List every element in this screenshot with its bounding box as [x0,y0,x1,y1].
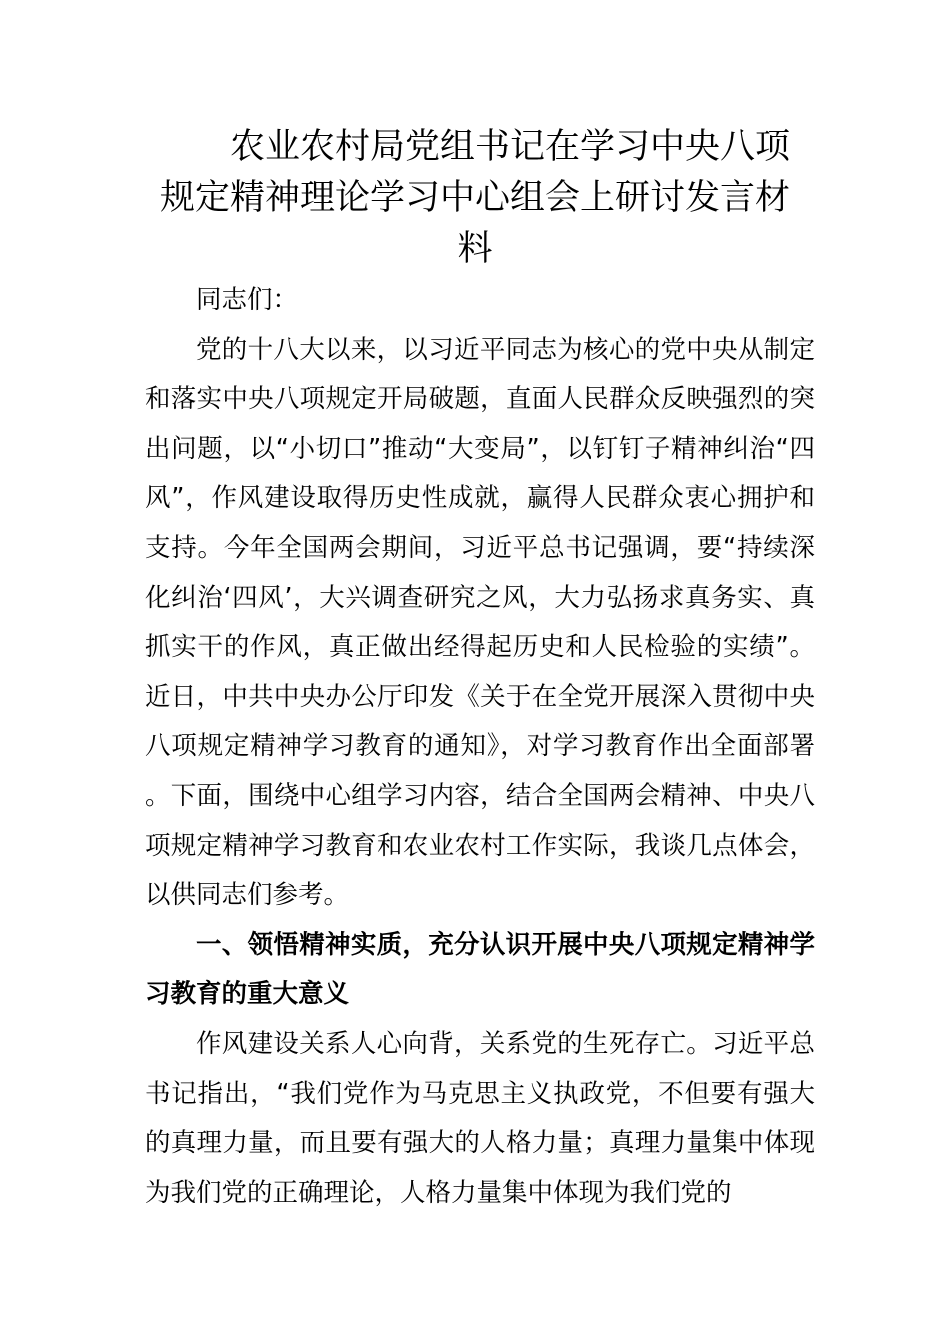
section-paragraph: 作风建设关系人心向背，关系党的生死存亡。习近平总书记指出，“我们党作为马克思主义执政党，不但要有强大的真理力量，而且要有强大的人格力量；真理力量集中体现为我们党的正确理论，人格力量集中体现为我们党的 [145,1028,815,1208]
title-line-3: 料 [457,229,493,269]
title-line-1: 农业农村局党组书记在学习中央八项 [229,127,790,167]
document-body [145,276,815,1218]
document-title [120,122,830,275]
intro-paragraph: 党的十八大以来，以习近平同志为核心的党中央从制定和落实中央八项规定开局破题，直面人民群众反映强烈的突出问题，以“小切口”推动“大变局”，以钉钉子精神纠治“四风”，作风建设取得历史性成就，赢得人民群众衷心拥护和支持。今年全国两会期间，习近平总书记强调，要“持续深化纠治‘四风’，大兴调查研究之风，大力弘扬求真务实、真抓实干的作风，真正做出经得起历史和人民检验的实绩”。近日，中共中央办公厅印发《关于在全党开展深入贯彻中央八项规定精神学习教育的通知》，对学习教育作出全面部署。下面，围绕中心组学习内容，结合全国两会精神、中央八项规定精神学习教育和农业农村工作实际，我谈几点体会，以供同志们参考。 [145,334,815,911]
salutation: 同志们： [196,285,299,315]
section-heading: 一、领悟精神实质，充分认识开展中央八项规定精神学习教育的重大意义 [145,929,815,1010]
title-line-2: 规定精神理论学习中心组会上研讨发言材 [159,178,790,218]
